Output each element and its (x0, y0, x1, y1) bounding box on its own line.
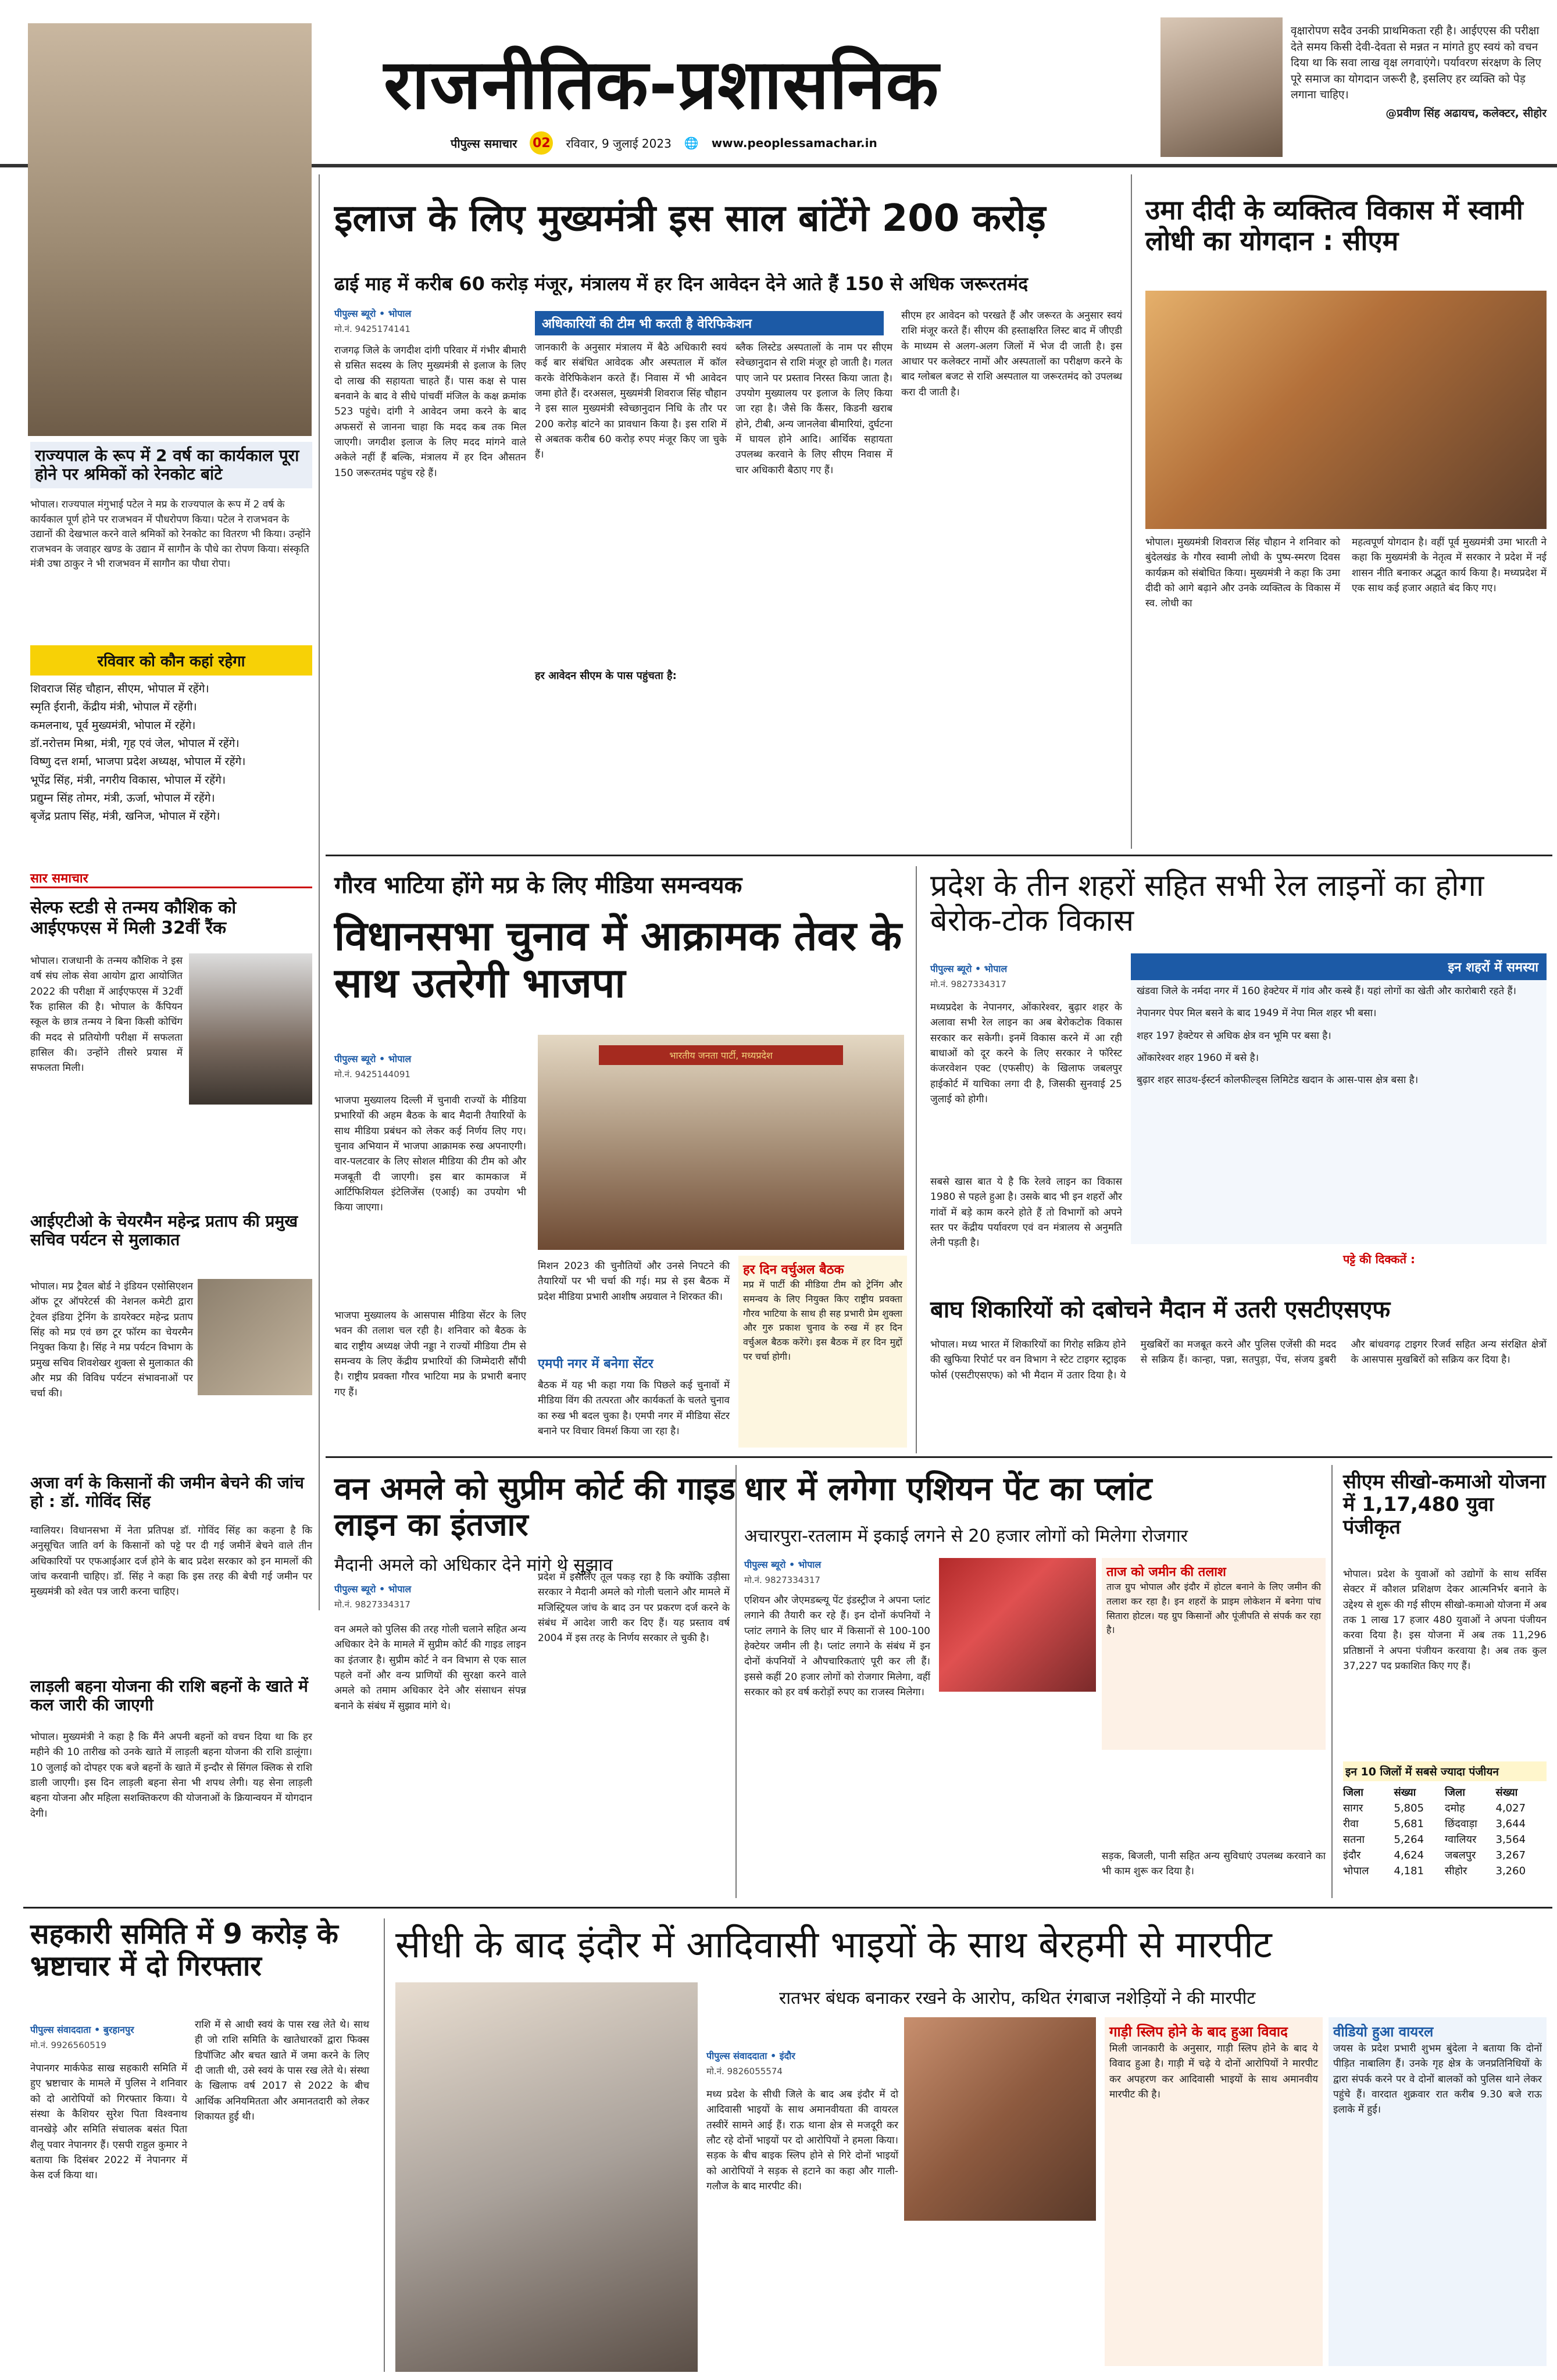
uma-body: महत्वपूर्ण योगदान है। वहीं पूर्व मुख्यमंत्री उमा भारती ने कहा कि मुख्यमंत्री के नेतृत्व में सरकार ने प्रदेश में नई शासन नीति बनाकर अद्भुत कार्य किया है। मध्यप्रदेश में एक साथ कई हजार अहाते बंद किए गए। (1352, 537, 1547, 595)
page-number: 02 (530, 131, 553, 155)
table-cell: संख्या (1495, 1786, 1518, 1799)
lead-body-col1: राजगढ़ जिले के जगदीश दांगी परिवार में गंभीर बीमारी से ग्रसित सदस्य के लिए मुख्यमंत्री से इलाज के लिए दो लाख की सहायता चाहते हैं। पास कक्ष से पास बनवाने के बाद वे सीधे पांचवीं मंजिल के कक्ष क्रमांक 523 पहुंचे। दांगी ने आवेदन जमा करने के बाद अफसरों से जानना चाहा कि मदद कब तक मिल जाएगी। जगदीश इलाज के लिए मदद मांगने वाले अकेले नहीं हैं बल्कि, मंत्रालय में हर दिन औसतन 150 जरूरतमंद पहुंच रहे हैं। (334, 345, 526, 479)
rail-box-item: शहर 197 हेक्टेयर से अधिक क्षेत्र वन भूमि पर बसा है। (1137, 1030, 1331, 1042)
governor-headline: राज्यपाल के रूप में 2 वर्ष का कार्यकाल पूरा होने पर श्रमिकों को रेनकोट बांटे (30, 442, 312, 488)
table-cell: सीहोर (1445, 1865, 1467, 1877)
yuva-headline: सीएम सीखो-कमाओ योजना में 1,17,480 युवा पंजीकृत (1343, 1470, 1546, 1539)
uma-caption: भोपाल। मुख्यमंत्री शिवराज सिंह चौहान ने शनिवार को बुंदेलखंड के गौरव स्वामी लोधी के पुष्प-स्मरण दिवस कार्यक्रम को संबोधित किया। मुख्यमंत्री ने कहा कि उमा दीदी को आगे बढ़ाने और उनके व्यक्तित्व के विकास में स्व. लोधी का (1145, 537, 1340, 610)
column-divider (319, 174, 320, 1610)
yuva-table-title: इन 10 जिलों में सबसे ज्यादा पंजीयन (1343, 1761, 1547, 1781)
whereabouts-item: बृजेंद्र प्रताप सिंह, मंत्री, खनिज, भोपाल में रहेंगे। (30, 810, 220, 823)
whereabouts-item: डॉ.नरोत्तम मिश्रा, मंत्री, गृह एवं जेल, भोपाल में रहेंगे। (30, 737, 240, 751)
forest-subhead: मैदानी अमले को अधिकार देने मांगे थे सुझाव (334, 1555, 613, 1575)
bjp-headline: विधानसभा चुनाव में आक्रामक तेवर के साथ उतरेगी भाजपा (334, 912, 902, 1007)
rail-box-item: बुढ़ार शहर साउथ-ईस्टर्न कोलफील्ड्स लिमिटेड खदान के आस-पास क्षेत्र बसा है। (1137, 1074, 1419, 1087)
asian-body: एशियन और जेएमडब्ल्यू पेंट इंडस्ट्रीज ने अपना प्लांट लगाने की तैयारी कर रहे हैं। इन दोनों कंपनियों ने प्लांट लगाने के लिए धार में किसानों से 100-100 हेक्टेयर जमीन ली है। प्लांट लगाने के संबंध में इन दोनों कंपनियों ने औपचारिकताएं पूरी कर ली हैं। इससे कहीं 20 हजार लोगों को रोजगार मिलेगा, वहीं सरकार को हर वर्ष करोड़ों रुपए का राजस्व मिलेगा। (744, 1595, 930, 1699)
bjp-body-col4: बैठक में यह भी कहा गया कि पिछले कई चुनावों में मीडिया विंग की तत्परता और कार्यकर्ता के चलते चुनाव का रुख भी बदल चुका है। एमपी नगर में मीडिया सेंटर बनाने पर विचार विमर्श किया जा रहा है। (538, 1380, 730, 1438)
rail-mobile: मो.नं. 9827334317 (930, 979, 1006, 989)
table-cell: इंदौर (1343, 1849, 1361, 1861)
rail-box-item: नेपानगर पेपर मिल बसने के बाद 1949 में नेपा मिल शहर भी बसा। (1137, 1007, 1377, 1020)
taj-box-title: ताज को जमीन की तलाश (1106, 1565, 1226, 1579)
table-cell: 3,644 (1495, 1818, 1526, 1830)
whereabouts-item: विष्णु दत्त शर्मा, भाजपा प्रदेश अध्यक्ष, भोपाल में रहेंगे। (30, 755, 246, 769)
rail-byline: पीपुल्स ब्यूरो • भोपाल (930, 963, 1008, 974)
bjp-body-col2: भाजपा मुख्यालय के आसपास मीडिया सेंटर के लिए भवन की तलाश चल रही है। शनिवार को बैठक के बाद राष्ट्रीय अध्यक्ष जेपी नड्डा ने राज्यों मीडिया टीम से समन्वय के लिए केंद्रीय प्रभारियों की जिम्मेदारी सौंपी है। राष्ट्रीय प्रवक्ता गौरव भाटिया मप्र के प्रभारी बनाए गए हैं। (334, 1310, 526, 1398)
table-cell: सतना (1343, 1834, 1365, 1846)
brief-story1-body: भोपाल। राजधानी के तन्मय कौशिक ने इस वर्ष संघ लोक सेवा आयोग द्वारा आयोजित 2022 की परीक्षा में आईएफएस में 32वीं रैंक हासिल की है। भोपाल के कैंपियन स्कूल के छात्र तन्मय ने बिना किसी कोचिंग की मदद से प्रतियोगी परीक्षा में सफलता हासिल की। उन्होंने तीसरे प्रयास में सफलता मिली। (30, 955, 183, 1074)
forest-body-col1: वन अमले को पुलिस की तरह गोली चलाने सहित अन्य अधिकार देने के मामले में सुप्रीम कोर्ट की गाइड लाइन का इंतजार है। सुप्रीम कोर्ट ने वन विभाग से एक साल पहले वनों और वन्य प्राणियों की सुरक्षा करने वाले अमले को तमाम अधिकार देने और संसाधन संपन्न बनाने के संबंध में सुझाव मांगे थे। (334, 1624, 526, 1712)
factory-photo (939, 1558, 1096, 1692)
paper-name: पीपुल्स समाचार (451, 136, 517, 151)
table-cell: 4,624 (1394, 1849, 1424, 1861)
forest-mobile: मो.नं. 9827334317 (334, 1599, 410, 1610)
table-cell: 3,260 (1495, 1865, 1526, 1877)
indore-box1-body: मिली जानकारी के अनुसार, गाड़ी स्लिप होने के बाद ये विवाद हुआ है। गाड़ी में चढ़े ये दोनों आरोपियों ने मारपीट कर अपहरण कर आदिवासी भाइयों के साथ अमानवीय मारपीट की है। (1109, 2043, 1318, 2101)
uma-photo (1145, 291, 1547, 529)
table-row (1343, 1800, 1547, 1816)
section-divider (23, 1907, 1552, 1909)
section-divider (326, 1456, 1552, 1458)
lead-body-col2: जानकारी के अनुसार मंत्रालय में बैठे अधिकारी स्वयं कई बार संबंधित आवेदक और अस्पताल में कॉल करके वेरिफिकेशन करते हैं। निवास में भी आवेदन जमा होते हैं। दरअसल, मुख्यमंत्री शिवराज सिंह चौहान ने इस साल मुख्यमंत्री स्वेच्छानुदान निधि के तौर पर 200 करोड़ बांटने का प्रावधान किया है। इस राशि में से अबतक करीब 60 करोड़ रुपए मंजूर किए जा चुके हैं। (535, 342, 727, 461)
column-divider (916, 866, 917, 1453)
table-cell: जबलपुर (1445, 1849, 1476, 1861)
rail-box-title: इन शहरों में समस्या (1131, 953, 1547, 980)
brief-title: सार समाचार (30, 869, 312, 888)
brief-story4-body: भोपाल। मुख्यमंत्री ने कहा है कि मैंने अपनी बहनों को वचन दिया था कि हर महीने की 10 तारीख को उनके खाते में लाड़ली बहना योजना की राशि डालूंगा। 10 जुलाई को दोपहर एक बजे बहनों के खाते में इन्दौर से सिंगल क्लिक से राशि डाली जाएगी। इस दिन लाड़ली बहना सेना भी शपथ लेगी। यह सेना लाड़ली बहना योजना और महिला सशक्तिकरण की योजनाओं के क्रियान्वयन में योगदान देगी। (30, 1731, 312, 1820)
quote-text: वृक्षारोपण सदैव उनकी प्राथमिकता रही है। आईएएस की परीक्षा देते समय किसी देवी-देवता से मन्नत न मांगते हुए स्वयं को वचन दिया था कि सवा लाख वृक्ष लगवाएंगे। पर्यावरण संरक्षण के लिए पूरे समाज का योगदान जरूरी है, इसलिए हर व्यक्ति को पेड़ लगाना चाहिए। (1291, 24, 1541, 102)
bjp-byline: पीपुल्स ब्यूरो • भोपाल (334, 1053, 412, 1064)
indore-mobile: मो.नं. 9826055574 (706, 2066, 783, 2077)
lead-body-col4: सीएम हर आवेदन को परखते हैं और जरूरत के अनुसार स्वयं राशि मंजूर करते हैं। सीएम की हस्ताक्षरित लिस्ट बाद में जीएडी के माध्यम से अलग-अलग जिलों में भेज दी जाती है। इस आधार पर कलेक्टर नामों और अस्पतालों का परीक्षण करने के बाद ग्लोबल बजट से राशि अस्पताल या जरूरतमंद को उपलब्ध करा दी जाती है। (901, 310, 1122, 398)
yuva-body: भोपाल। प्रदेश के युवाओं को उद्योगों के साथ सर्विस सेक्टर में कौशल प्रशिक्षण देकर आत्मनिर्भर बनाने के उद्देश्य से शुरू की गई सीएम सीखो-कमाओ योजना में अब तक 1 लाख 17 हजार 480 युवाओं ने अपना पंजीयन करवा दिया है। इस योजना में अब तक 11,296 प्रतिष्ठानों ने अपना पंजीयन करवाया है। अब तक कुल 37,227 पद प्रकाशित किए गए हैं। (1343, 1568, 1547, 1673)
table-row (1343, 1816, 1547, 1832)
taj-box (1102, 1558, 1326, 1750)
bjp-office-photo (538, 1035, 904, 1250)
bjp-virtual-box (738, 1256, 907, 1448)
governor-body: भोपाल। राज्यपाल मंगुभाई पटेल ने मप्र के राज्यपाल के रूप में 2 वर्ष के कार्यकाल पूर्ण होने पर राजभवन में पौधरोपण किया। पटेल ने राजभवन के उद्यानों की देखभाल करने वाले श्रमिकों को रेनकोट का वितरण भी किया। उन्होंने राजभवन के जवाहर खण्ड के उद्यान में सागौन के पौधे का रोपण किया। संस्कृति मंत्री उषा ठाकुर ने भी राजभवन में सागौन का पौधा रोपा। (30, 499, 311, 570)
collector-photo (1160, 17, 1283, 157)
bjp-box-body: मप्र में पार्टी की मीडिया टीम को ट्रेनिंग और समन्वय के लिए नियुक्त किए राष्ट्रीय प्रवक्ता गौरव भाटिया के साथ ही सह प्रभारी प्रेम शुक्ला और गुरु प्रकाश चुनाव के रुख में हर दिन वर्चुअल बैठक करेंगे। इस बैठक में हर दिन मुद्दों पर चर्चा होगी। (743, 1279, 902, 1362)
whereabouts-item: स्मृति ईरानी, केंद्रीय मंत्री, भोपाल में रहेंगी। (30, 701, 197, 714)
table-cell: सागर (1343, 1802, 1363, 1814)
coop-body-col1: नेपानगर मार्कफेड साख सहकारी समिति में हुए भ्रष्टाचार के मामले में पुलिस ने शनिवार को दो आरोपियों को गिरफ्तार किया। ये संस्था के कैशियर सुरेश पिता विश्वनाथ वानखेड़े और समिति संचालक बसंत पिता शैलू पवार नेपानगर हैं। एसपी राहुल कुमार ने बताया कि दिसंबर 2022 में नेपानगर में केस दर्ज किया था। (30, 2063, 187, 2182)
table-header (1343, 1785, 1547, 1800)
page-title: राजनीतिक-प्रशासनिक (384, 44, 940, 124)
table-cell: 5,264 (1394, 1834, 1424, 1846)
whereabouts-item: भूपेंद्र सिंह, मंत्री, नगरीय विकास, भोपाल में रहेंगे। (30, 773, 226, 787)
masthead-bar (451, 131, 1020, 155)
forest-headline: वन अमले को सुप्रीम कोर्ट की गाइड लाइन का इंतजार (334, 1470, 735, 1543)
asian-headline: धार में लगेगा एशियन पेंट का प्लांट (744, 1470, 1152, 1508)
table-cell: जिला (1445, 1786, 1465, 1799)
rail-body-col1: मध्यप्रदेश के नेपानगर, ओंकारेश्वर, बुढ़ार शहर के अलावा सभी रेल लाइन का अब बेरोकटोक विकास सरकार कर सकेगी। इनमें विकास करने में आ रही बाधाओं को दूर करने के लिए सरकार ने फॉरेस्ट कंजरवेशन एक्ट (एफसीए) के खिलाफ जबलपुर हाईकोर्ट में याचिका लगा दी है, जिसकी सुनवाई 25 जुलाई को होगी। (930, 1002, 1122, 1106)
quote-box (1291, 23, 1547, 121)
quote-author: @प्रवीण सिंह अढायच, कलेक्टर, सीहोर (1385, 106, 1547, 120)
lead-kicker: अधिकारियों की टीम भी करती है वेरिफिकेशन (535, 311, 884, 335)
brief-story2-headline: आईएटीओ के चेयरमैन महेन्द्र प्रताप की प्रमुख सचिव पर्यटन से मुलाकात (30, 1212, 298, 1250)
rail-box (1131, 953, 1547, 1244)
table-cell: भोपाल (1343, 1865, 1369, 1877)
rail-body-col2: सबसे खास बात ये है कि रेलवे लाइन का विकास 1980 से पहले हुआ है। उसके बाद भी इन शहरों और गांवों में बड़े काम करने होते हैं तो विभागों को अपने स्तर पर केंद्रीय पर्यावरण एवं वन मंत्रालय से अनुमति लेनी पड़ती है। (930, 1176, 1122, 1249)
table-cell: 3,267 (1495, 1849, 1526, 1861)
website-link[interactable]: www.peoplessamachar.in (711, 136, 877, 150)
table-cell: रीवा (1343, 1818, 1359, 1830)
table-cell: संख्या (1394, 1786, 1416, 1799)
tiger-headline: बाघ शिकारियों को दबोचने मैदान में उतरी एसटीएसएफ (930, 1296, 1391, 1323)
whereabouts-item: कमलनाथ, पूर्व मुख्यमंत्री, भोपाल में रहेंगे। (30, 719, 196, 732)
rail-note-title: पट्टे की दिक्कतें : (1343, 1252, 1416, 1266)
rail-headline: प्रदेश के तीन शहरों सहित सभी रेल लाइनों का होगा बेरोक-टोक विकास (930, 869, 1484, 938)
table-cell: ग्वालियर (1445, 1834, 1477, 1846)
lead-mobile: मो.नं. 9425174141 (334, 324, 410, 334)
whereabouts-list (30, 680, 312, 826)
table-row (1343, 1863, 1547, 1879)
coop-mobile: मो.नं. 9926560519 (30, 2040, 106, 2050)
asian-mobile: मो.नं. 9827334317 (744, 1575, 820, 1585)
globe-icon: 🌐 (684, 136, 699, 150)
asian-subhead: अचारपुरा-रतलाम में इकाई लगने से 20 हजार लोगों को मिलेगा रोजगार (744, 1526, 1188, 1546)
forest-byline: पीपुल्स ब्यूरो • भोपाल (334, 1584, 412, 1595)
lead-subhead: ढाई माह में करीब 60 करोड़ मंजूर, मंत्रालय में हर दिन आवेदन देने आते हैं 150 से अधिक जरूरतमंद (334, 273, 1029, 295)
coop-byline: पीपुल्स संवाददाता • बुरहानपुर (30, 2024, 134, 2035)
bjp-body-col1: भाजपा मुख्यालय दिल्ली में चुनावी राज्यों के मीडिया प्रभारियों की अहम बैठक के बाद मैदानी तैयारियों के साथ मीडिया प्रबंधन को लेकर कई निर्णय लिए गए। चुनाव अभियान में भाजपा आक्रामक रुख अपनाएगी। वार-पलटवार के लिए सोशल मीडिया की टीम को और मजबूती दी जाएगी। इस बार कामकाज में आर्टिफिशियल इंटेलिजेंस (एआई) का उपयोग भी किया जाएगा। (334, 1095, 527, 1214)
coop-body-col2: राशि में से आधी स्वयं के पास रख लेते थे। साथ ही जो राशि समिति के खातेधारकों द्वारा फिक्स डिपॉजिट और बचत खाते में जमा करने के लिए दी जाती थी, उसे स्वयं के पास रख लेते थे। संस्था के खिलाफ वर्ष 2017 से 2022 के बीच आर्थिक अनियमितता और अमानतदारी को लेकर शिकायत हुई थी। (195, 2019, 369, 2123)
asian-body2: सड़क, बिजली, पानी सहित अन्य सुविधाएं उपलब्ध करवाने का भी काम शुरू कर दिया है। (1102, 1850, 1326, 1878)
whereabouts-title: रविवार को कौन कहां रहेगा (30, 645, 312, 676)
section-divider (326, 855, 1552, 856)
indore-box2-title: वीडियो हुआ वायरल (1333, 2024, 1434, 2040)
indore-subhead: रातभर बंधक बनाकर रखने के आरोप, कथित रंगबाज नशेड़ियों ने की मारपीट (779, 1988, 1256, 2009)
tanmay-photo (189, 953, 312, 1105)
indore-byline: पीपुल्स संवाददाता • इंदौर (706, 2050, 795, 2061)
whereabouts-item: शिवराज सिंह चौहान, सीएम, भोपाल में रहेंगे। (30, 682, 209, 695)
uma-headline: उमा दीदी के व्यक्तित्व विकास में स्वामी लोधी का योगदान : सीएम (1145, 194, 1523, 256)
column-divider (384, 1918, 385, 2372)
taj-box-body: ताज ग्रुप भोपाल और इंदौर में होटल बनाने के लिए जमीन की तलाश कर रहा है। इन शहरों के प्राइम लोकेशन में बनेगा पांच सितारा होटल। यह ग्रुप किसानों और पूंजीपति से संपर्क कर रहा है। (1106, 1581, 1321, 1636)
brief-story1-headline: सेल्फ स्टडी से तन्मय कौशिक को आईएफएस में मिली 32वीं रैंक (30, 898, 237, 938)
indore-box1 (1105, 2017, 1323, 2366)
asian-byline: पीपुल्स ब्यूरो • भोपाल (744, 1559, 822, 1570)
table-cell: 4,181 (1394, 1865, 1424, 1877)
bjp-subhead: एमपी नगर में बनेगा सेंटर (538, 1357, 653, 1371)
rail-box-item: ओंकारेश्वर शहर 1960 में बसे है। (1137, 1052, 1259, 1064)
table-row (1343, 1832, 1547, 1847)
meeting-photo (198, 1279, 312, 1395)
bjp-kicker: गौरव भाटिया होंगे मप्र के लिए मीडिया समन्वयक (334, 872, 742, 899)
column-divider (1131, 174, 1132, 849)
table-cell: 4,027 (1495, 1802, 1526, 1814)
lead-subhead2: हर आवेदन सीएम के पास पहुंचता है: (535, 670, 677, 682)
column-divider (1331, 1465, 1333, 1898)
brief-story3-body: ग्वालियर। विधानसभा में नेता प्रतिपक्ष डॉ. गोविंद सिंह का कहना है कि अनुसूचित जाति वर्ग के किसानों को पट्टे पर दी गई जमीनें बेचने वाले तीन अधिकारियों पर एफआईआर दर्ज होने के बाद प्रदेश सरकार को इन मामलों की जांच करवानी चाहिए। डॉ. सिंह ने कहा कि इस तरह की बेची गई जमीन पर मुख्यमंत्री को श्वेत पत्र जारी करना चाहिए। (30, 1525, 312, 1598)
forest-body-col2: प्रदेश में इसलिए तूल पकड़ रहा है कि क्योंकि उड़ीसा सरकार ने मैदानी अमले को गोली चलाने और मामले में मजिस्ट्रियल जांच के बाद उन पर प्रकरण दर्ज करने के संबंध में आदेश जारी कर दिए हैं। यह प्रस्ताव वर्ष 2004 में इस तरह के निर्णय सरकार ले चुकी है। (538, 1571, 730, 1645)
table-cell: 5,805 (1394, 1802, 1424, 1814)
lead-body-col3: ब्लैक लिस्टेड अस्पतालों के नाम पर सीएम स्वेच्छानुदान से राशि मंजूर हो जाती है। गलत पाए जाने पर प्रस्ताव निरस्त किया जाता है। उपयोग मुख्यालय पर इलाज के लिए किया जा रहा है। जैसे कि कैंसर, किडनी खराब होने, टीबी, अन्य जानलेवा बीमारियां, दुर्घटना में घायल होने आदि। आर्थिक सहायता उपलब्ध करवाने के लिए सीएम निवास में चार अधिकारी बैठाए गए हैं। (735, 342, 892, 476)
indore-headline: सीधी के बाद इंदौर में आदिवासी भाइयों के साथ बेरहमी से मारपीट (395, 1924, 1272, 1967)
issue-date: रविवार, 9 जुलाई 2023 (566, 136, 672, 151)
indore-body: मध्य प्रदेश के सीधी जिले के बाद अब इंदौर में दो आदिवासी भाइयों के साथ अमानवीयता की वायरल तस्वीरें सामने आई हैं। राऊ थाना क्षेत्र से मजदूरी कर लौट रहे दोनों भाइयों पर दो आरोपियों ने हमला किया। सड़क के बीच बाइक स्लिप होने से गिरे दोनों भाइयों को आरोपियों ने सड़क से हटाने का कहा और गाली-गलौज के बाद मारपीट की। (706, 2089, 898, 2193)
table-cell: 3,564 (1495, 1834, 1526, 1846)
rail-box-item: खंडवा जिले के नर्मदा नगर में 160 हेक्टेयर में गांव और कस्बे हैं। यहां लोगों का खेती और कारोबारी रहते हैं। (1137, 985, 1517, 997)
table-cell: 5,681 (1394, 1818, 1424, 1830)
bjp-box-title: हर दिन वर्चुअल बैठक (743, 1263, 844, 1277)
bjp-body-col3: मिशन 2023 की चुनौतियों और उनसे निपटने की तैयारियों पर भी चर्चा की गई। मप्र से इस बैठक में प्रदेश मीडिया प्रभारी आशीष अग्रवाल ने शिरकत की। (538, 1260, 730, 1303)
tiger-body: भोपाल। मध्य भारत में शिकारियों का गिरोह सक्रिय होने की खुफिया रिपोर्ट पर वन विभाग ने स्टेट टाइगर स्ट्राइक फोर्स (एसटीएसएफ) को भी मैदान में उतार दिया है। ये मुखबिरों का मजबूत करने और पुलिस एजेंसी की मदद से सक्रिय हैं। कान्हा, पन्ना, सतपुड़ा, पेंच, संजय डुबरी और बांधवगढ़ टाइगर रिजर्व सहित अन्य संरक्षित क्षेत्रों के आसपास मुखबिरों को सक्रिय कर दिया है। (930, 1339, 1547, 1381)
table-cell: छिंदवाड़ा (1445, 1818, 1477, 1830)
lead-byline: पीपुल्स ब्यूरो • भोपाल (334, 308, 412, 319)
coop-headline: सहकारी समिति में 9 करोड़ के भ्रष्टाचार में दो गिरफ्तार (30, 1918, 338, 1983)
brief-story4-headline: लाड़ली बहना योजना की राशि बहनों के खाते में कल जारी की जाएगी (30, 1677, 308, 1715)
brief-story3-headline: अजा वर्ग के किसानों की जमीन बेचने की जांच हो : डॉ. गोविंद सिंह (30, 1473, 304, 1511)
brief-story2-body: भोपाल। मप्र ट्रैवल बोर्ड ने इंडियन एसोसिएशन ऑफ टूर ऑपरेटर्स की नेशनल कमेटी द्वारा ट्रेवल इंडिया ट्रेनिंग के डायरेक्टर महेन्द्र प्रताप सिंह को मप्र एवं छग टूर फॉरम का चेयरमैन नियुक्त किया है। सिंह ने मप्र पर्यटन विभाग के प्रमुख सचिव शिवशेखर शुक्ला से मुलाकात की और मप्र की विविध पर्यटन संभावनाओं पर चर्चा की। (30, 1281, 193, 1400)
table-row (1343, 1847, 1547, 1863)
whereabouts-item: प्रद्युम्न सिंह तोमर, मंत्री, ऊर्जा, भोपाल में रहेंगे। (30, 792, 215, 805)
lead-headline: इलाज के लिए मुख्यमंत्री इस साल बांटेंगे 200 करोड़ (334, 197, 1046, 240)
indore-box2-body: जयस के प्रदेश प्रभारी शुभम बुंदेला ने बताया कि दोनों पीड़ित नाबालिग हैं। उनके गृह क्षेत्र के जनप्रतिनिधियों के द्वारा संपर्क करने पर वे दोनों बालकों को पुलिस थाने लेकर पहुंचे हैं। वारदात शुक्रवार रात करीब 9.30 बजे राऊ इलाके में हुई। (1333, 2043, 1542, 2116)
yuva-table (1343, 1785, 1547, 1879)
assault-photo (395, 1982, 698, 2372)
indore-box1-title: गाड़ी स्लिप होने के बाद हुआ विवाद (1109, 2024, 1288, 2040)
table-cell: जिला (1343, 1786, 1363, 1799)
bjp-office-sign: भारतीय जनता पार्टी, मध्यप्रदेश (599, 1045, 843, 1065)
table-cell: दमोह (1445, 1802, 1465, 1814)
bjp-mobile: मो.नं. 9425144091 (334, 1069, 410, 1080)
indore-box2 (1329, 2017, 1547, 2366)
injury-photo (904, 2017, 1096, 2221)
governor-photo (28, 23, 312, 436)
column-divider (735, 1465, 737, 1898)
